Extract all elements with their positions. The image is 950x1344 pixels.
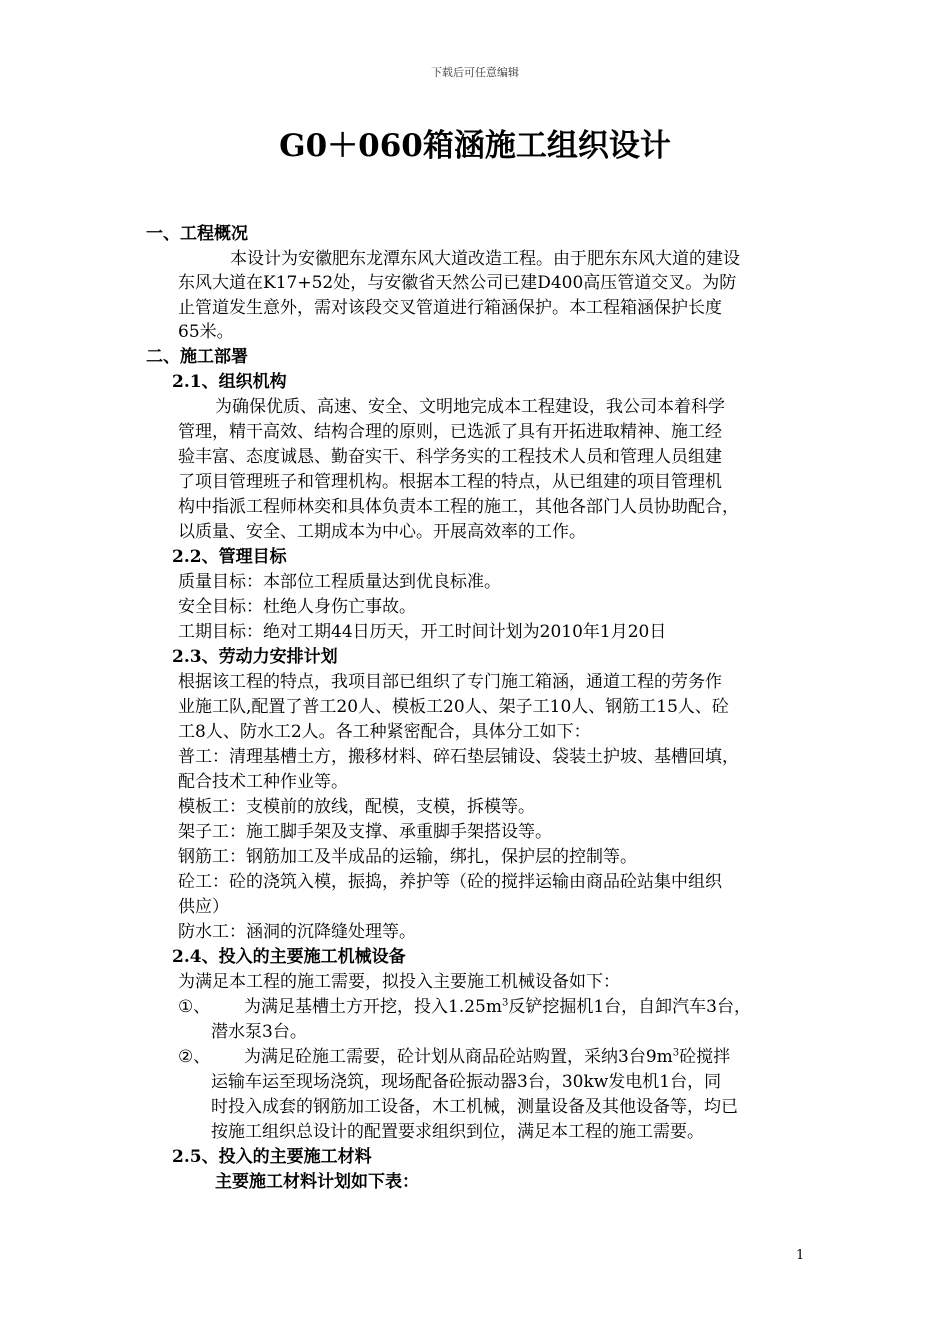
list-item-line: 按施工组织总设计的配置要求组织到位，满足本工程的施工需要。 [211, 1122, 704, 1142]
body-line: 为确保优质、高速、安全、文明地完成本工程建设，我公司本着科学 [215, 397, 725, 417]
body-line: 模板工：支模前的放线，配模，支模，拆模等。 [178, 797, 535, 817]
body-line: 构中指派工程师林奕和具体负责本工程的施工，其他各部门人员协助配合， [178, 497, 739, 517]
body-line: 钢筋工：钢筋加工及半成品的运输，绑扎，保护层的控制等。 [178, 847, 637, 867]
page-header: 下载后可任意编辑 [431, 66, 519, 79]
list-item-text: 为满足砼施工需要，砼计划从商品砼站购置，采纳3台9m [244, 1047, 673, 1067]
body-line: 65米。 [178, 322, 234, 342]
list-item-line [244, 995, 751, 1019]
table-intro: 主要施工材料计划如下表： [215, 1172, 419, 1192]
body-line: 砼工：砼的浇筑入模，振捣，养护等（砼的搅拌运输由商品砼站集中组织 [178, 872, 722, 892]
list-item-line: 潜水泵3台。 [211, 1022, 307, 1042]
list-item-text: 为满足基槽土方开挖，投入1.25m [244, 997, 502, 1017]
subsection-heading: 2.3、劳动力安排计划 [172, 647, 338, 667]
list-item-line [244, 1045, 730, 1069]
list-item-line: 时投入成套的钢筋加工设备，木工机械，测量设备及其他设备等，均已 [211, 1097, 738, 1117]
superscript: 3 [672, 1047, 680, 1059]
subsection-heading: 2.5、投入的主要施工材料 [172, 1147, 372, 1167]
section-heading-1: 一、工程概况 [146, 224, 248, 244]
body-line: 止管道发生意外，需对该段交叉管道进行箱涵保护。本工程箱涵保护长度 [178, 298, 722, 318]
body-line: 本设计为安徽肥东龙潭东风大道改造工程。由于肥东东风大道的建设 [230, 249, 740, 269]
list-item-text: 反铲挖掘机1台，自卸汽车3台， [508, 997, 751, 1017]
subsection-heading: 2.1、组织机构 [172, 372, 287, 392]
body-line: 东风大道在K17+52处，与安徽省天然公司已建D400高压管道交叉。为防 [178, 273, 737, 293]
section-heading-2: 二、施工部署 [146, 347, 248, 367]
list-item-line: 运输车运至现场浇筑，现场配备砼振动器3台，30kw发电机1台，同 [211, 1072, 722, 1092]
body-line: 工期目标：绝对工期44日历天，开工时间计划为2010年1月20日 [178, 622, 667, 642]
body-line: 管理，精干高效、结构合理的原则，已选派了具有开拓进取精神、施工经 [178, 422, 722, 442]
list-marker: ②、 [178, 1047, 211, 1067]
body-line: 安全目标：杜绝人身伤亡事故。 [178, 597, 416, 617]
document-title: G0＋060箱涵施工组织设计 [279, 128, 671, 164]
body-line: 普工：清理基槽土方，搬移材料、碎石垫层铺设、袋装土护坡、基槽回填， [178, 747, 739, 767]
body-line: 供应） [178, 897, 229, 917]
subsection-heading: 2.2、管理目标 [172, 547, 287, 567]
body-line: 配合技术工种作业等。 [178, 772, 348, 792]
subsection-heading: 2.4、投入的主要施工机械设备 [172, 947, 406, 967]
superscript: 3 [501, 997, 509, 1009]
body-line: 业施工队,配置了普工20人、模板工20人、架子工10人、钢筋工15人、砼 [178, 697, 729, 717]
body-line: 架子工：施工脚手架及支撑、承重脚手架搭设等。 [178, 822, 552, 842]
list-item-text: 砼搅拌 [679, 1047, 731, 1067]
body-line: 了项目管理班子和管理机构。根据本工程的特点，从已组建的项目管理机 [178, 472, 722, 492]
page-number: 1 [796, 1248, 805, 1263]
body-line: 为满足本工程的施工需要，拟投入主要施工机械设备如下： [178, 972, 620, 992]
list-marker: ①、 [178, 997, 211, 1017]
body-line: 根据该工程的特点，我项目部已组织了专门施工箱涵，通道工程的劳务作 [178, 672, 722, 692]
body-line: 防水工：涵洞的沉降缝处理等。 [178, 922, 416, 942]
body-line: 质量目标：本部位工程质量达到优良标准。 [178, 572, 501, 592]
body-line: 以质量、安全、工期成本为中心。开展高效率的工作。 [178, 522, 586, 542]
body-line: 验丰富、态度诚恳、勤奋实干、科学务实的工程技术人员和管理人员组建 [178, 447, 722, 467]
body-line: 工8人、防水工2人。各工种紧密配合，具体分工如下： [178, 722, 591, 742]
